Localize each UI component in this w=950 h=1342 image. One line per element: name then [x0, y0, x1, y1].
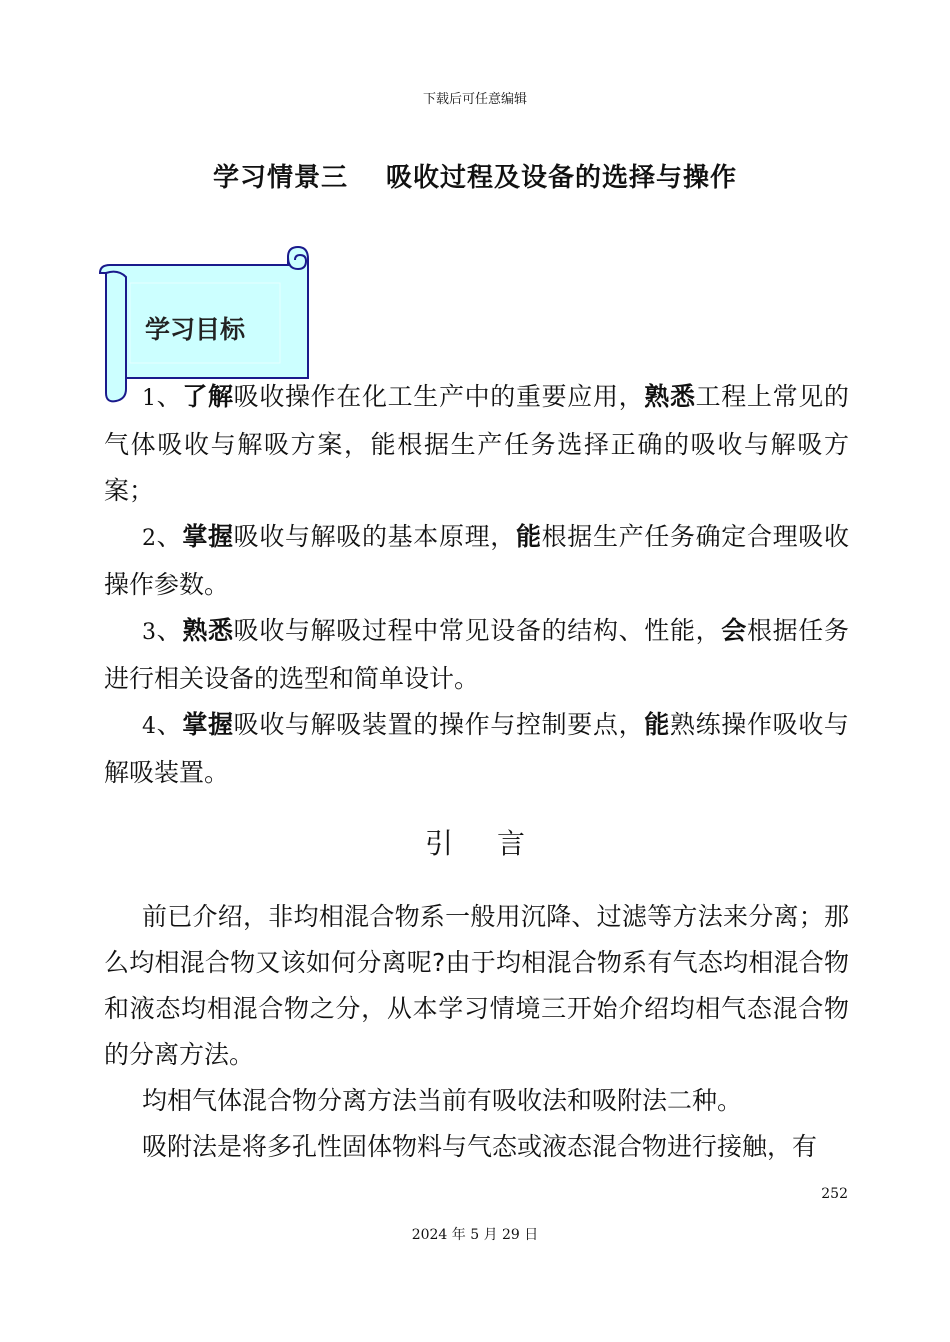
objective-text: 吸收操作在化工生产中的重要应用，	[233, 382, 645, 411]
objective-keyword: 了解	[182, 382, 234, 411]
footer-date: 2024 年 5 月 29 日	[411, 1227, 539, 1243]
objective-text: 工程上常见的气体吸收与解吸方案，能根据生产任务选择正确的吸收与解吸方案；	[104, 382, 849, 505]
objectives-list	[104, 374, 849, 796]
objective-keyword: 熟悉	[644, 382, 696, 411]
header-note: 下载后可任意编辑	[422, 92, 527, 107]
title-part1: 学习情景三	[212, 163, 348, 193]
objective-item	[104, 514, 849, 608]
intro-paragraph: 前已介绍，非均相混合物系一般用沉降、过滤等方法来分离；那么均相混合物又该如何分离呢?由于均相混合物系有气态均相混合物和液态均相混合物之分，从本学习情境三开始介绍均相气态混合物的分离方法。	[104, 902, 849, 1069]
objective-item	[104, 608, 849, 702]
objective-item	[104, 702, 849, 796]
objective-separator: 、	[156, 382, 183, 411]
objective-keyword: 掌握	[182, 522, 234, 551]
title-part2: 吸收过程及设备的选择与操作	[386, 163, 738, 193]
objective-separator: 、	[156, 710, 183, 739]
objectives-label: 学习目标	[145, 315, 246, 344]
section-title	[0, 822, 950, 862]
objective-number: 2	[142, 526, 156, 551]
objective-keyword: 能	[515, 522, 542, 551]
objective-keyword: 熟悉	[182, 616, 234, 645]
intro-text	[104, 894, 849, 1170]
objective-number: 1	[142, 386, 156, 411]
objective-text: 根据生产任务确定合理吸收操作参数。	[104, 522, 849, 599]
page-number: 252	[821, 1186, 848, 1202]
objective-text: 吸收与解吸过程中常见设备的结构、性能，	[233, 616, 722, 645]
objective-number: 3	[142, 620, 156, 645]
section-title-char1: 引	[424, 827, 453, 860]
objective-text: 熟练操作吸收与解吸装置。	[104, 710, 849, 787]
objective-separator: 、	[156, 616, 183, 645]
section-title-char2: 言	[497, 827, 526, 860]
intro-paragraph: 均相气体混合物分离方法当前有吸收法和吸附法二种。	[142, 1086, 743, 1115]
objective-separator: 、	[156, 522, 183, 551]
objective-text: 吸收与解吸装置的操作与控制要点，	[233, 710, 645, 739]
page-title	[0, 157, 950, 194]
intro-paragraph: 吸附法是将多孔性固体物料与气态或液态混合物进行接触，有	[142, 1132, 818, 1161]
objective-keyword: 掌握	[182, 710, 234, 739]
objective-keyword: 能	[644, 710, 670, 739]
objective-item	[104, 374, 849, 514]
objective-text: 根据任务进行相关设备的选型和简单设计。	[104, 616, 849, 693]
objective-number: 4	[142, 714, 156, 739]
objective-text: 吸收与解吸的基本原理，	[233, 522, 516, 551]
objective-keyword: 会	[721, 616, 747, 645]
